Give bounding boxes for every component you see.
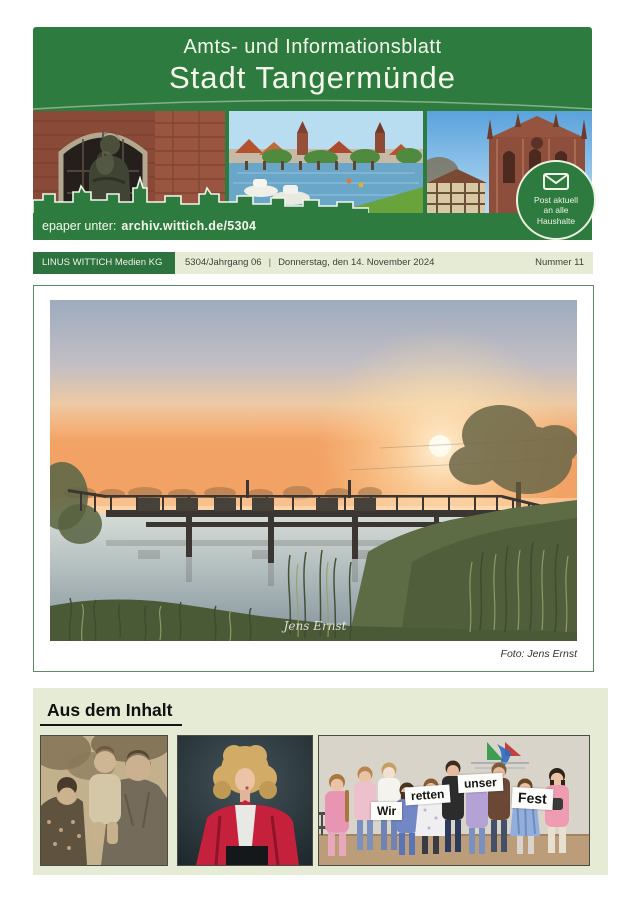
children-photo-thumbnail — [318, 735, 590, 866]
main-photo-box — [33, 285, 594, 672]
issue-info-bar — [33, 252, 593, 274]
masthead-supertitle: Amts- und Informationsblatt — [183, 36, 442, 58]
protest-sign: retten — [404, 784, 451, 806]
badge-line: an alle — [543, 205, 569, 216]
contents-panel — [33, 688, 608, 875]
protest-sign: Wir — [371, 802, 402, 820]
family-photo-thumbnail — [40, 735, 168, 866]
arc-divider — [33, 89, 592, 111]
post-badge — [516, 160, 596, 240]
issue-and-date — [185, 252, 434, 274]
protest-sign: Fest — [511, 787, 553, 810]
epaper-strip — [33, 213, 592, 240]
masthead-title: Stadt Tangermünde — [168, 60, 456, 95]
epaper-url-link[interactable]: archiv.wittich.de/5304 — [121, 219, 257, 233]
protest-sign: unser — [458, 773, 504, 794]
photographer-signature: Jens Ernst — [283, 619, 347, 633]
portrait-photo-thumbnail — [177, 735, 313, 866]
envelope-icon — [518, 173, 594, 195]
issue-date-text: Donnerstag, den 14. November 2024 — [278, 257, 435, 268]
edition-number: Nummer 11 — [535, 257, 584, 268]
publisher-label: LINUS WITTICH Medien KG — [33, 252, 175, 274]
main-photo — [50, 300, 577, 641]
skyline-silhouette-icon — [33, 176, 369, 218]
issue-number: 5304/Jahrgang 06 — [185, 257, 262, 268]
badge-line: Haushalte — [536, 215, 576, 226]
title-block — [33, 27, 592, 111]
epaper-label: epaper unter: — [42, 219, 117, 233]
photo-caption: Foto: Jens Ernst — [500, 648, 577, 660]
separator: | — [268, 257, 272, 268]
contents-heading: Aus dem Inhalt — [40, 700, 182, 726]
masthead — [33, 27, 592, 240]
badge-line: Post aktuell — [534, 195, 578, 205]
